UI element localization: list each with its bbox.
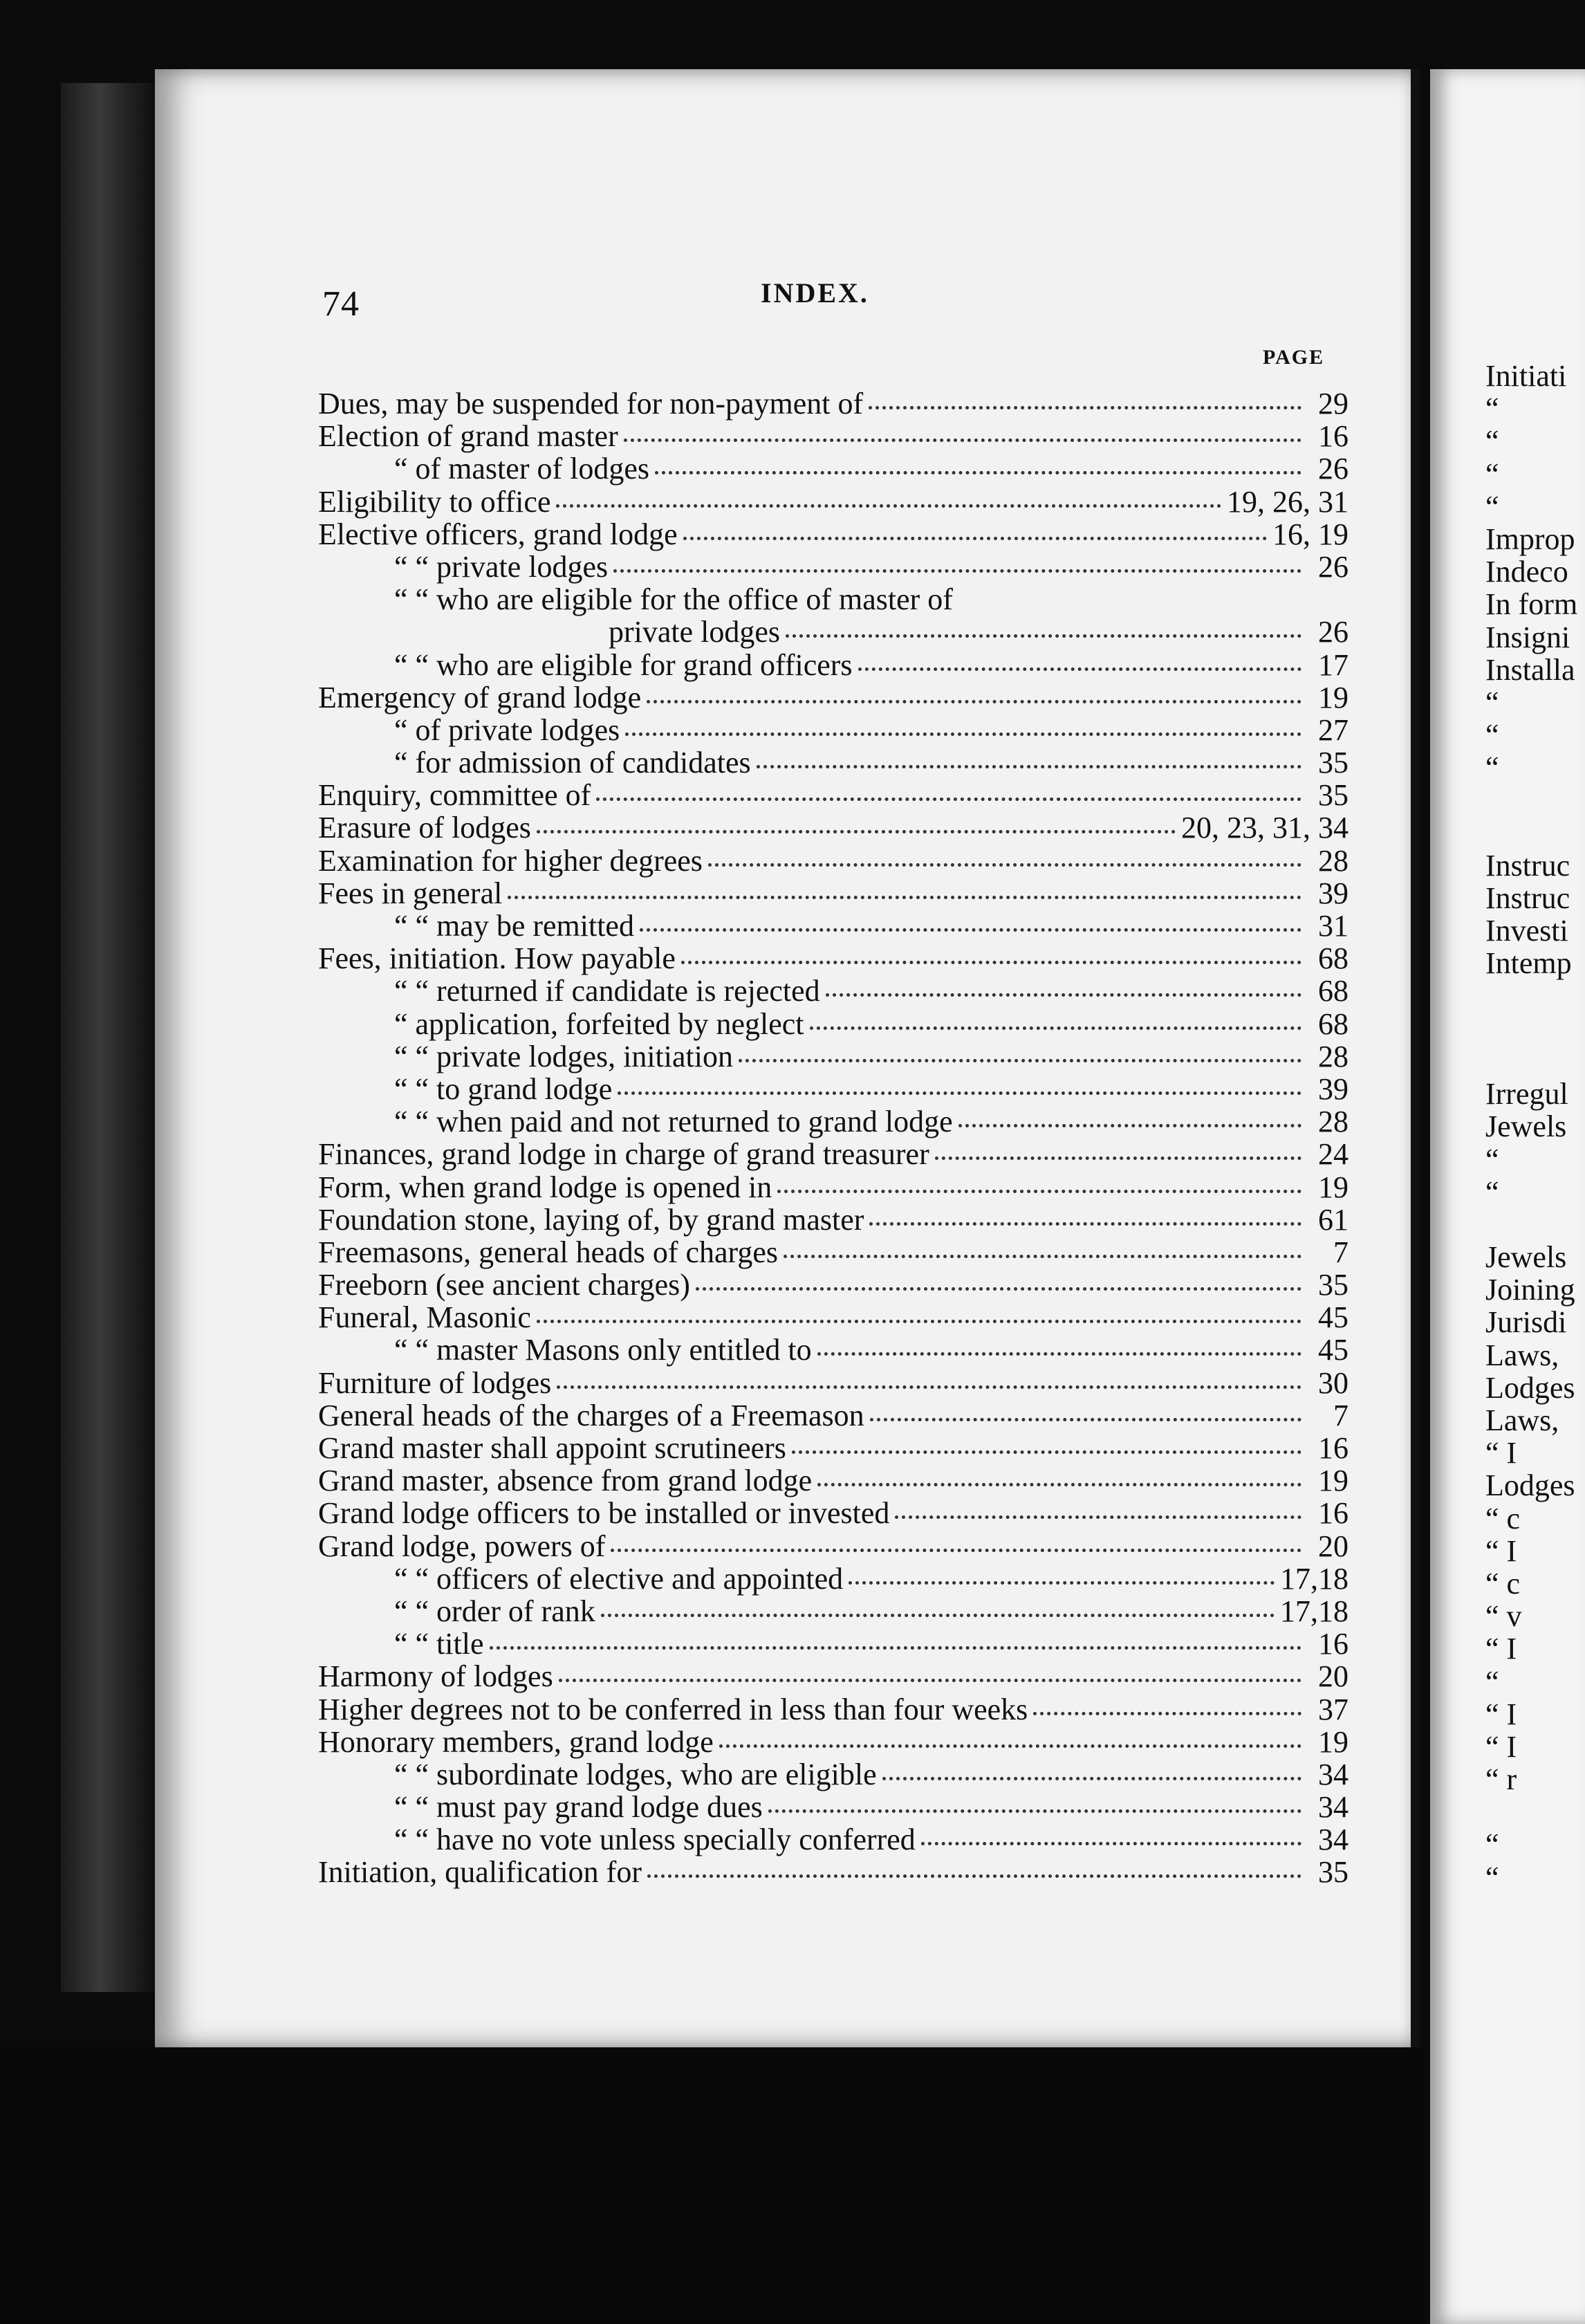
index-entry-page: 29	[1318, 387, 1348, 421]
index-entry	[318, 1171, 1348, 1204]
index-entry-page: 45	[1318, 1300, 1348, 1335]
index-entry-text: “ “ who are eligible for the office of master of	[394, 582, 953, 617]
index-entry-text: Honorary members, grand lodge	[318, 1724, 714, 1759]
dot-leader	[810, 1026, 1301, 1030]
facing-page-line	[1485, 1796, 1577, 1828]
index-entry-text: Fees in general	[318, 876, 503, 910]
facing-page-line: “	[1485, 456, 1499, 491]
facing-page-line: “	[1485, 718, 1499, 753]
index-entry-page: 28	[1318, 1039, 1348, 1073]
index-entry-text: “ “ have no vote unless specially conferred	[394, 1823, 916, 1857]
index-entry	[318, 746, 1348, 779]
index-entry-text: “ “ title	[394, 1627, 484, 1661]
index-entry-text: Grand lodge, powers of	[318, 1529, 606, 1563]
index-entry-page: 20, 23, 31, 34	[1181, 811, 1348, 845]
index-entry	[318, 1105, 1348, 1138]
index-entry-text: Finances, grand lodge in charge of grand treasurer	[318, 1137, 929, 1172]
dot-leader	[768, 1809, 1301, 1813]
dot-leader	[870, 1418, 1301, 1421]
index-entry-text: Funeral, Masonic	[318, 1300, 531, 1335]
index-entry	[318, 1627, 1348, 1660]
dot-leader	[739, 1059, 1301, 1062]
index-entry-page: 19	[1318, 680, 1348, 714]
index-entry	[318, 1497, 1348, 1529]
dot-leader	[817, 1483, 1301, 1486]
index-entry-text: Grand lodge officers to be installed or invested	[318, 1496, 890, 1531]
index-entry	[318, 1693, 1348, 1726]
dot-leader	[683, 537, 1267, 540]
index-entry-page: 26	[1318, 549, 1348, 584]
index-entry	[318, 975, 1348, 1007]
index-entry-page: 34	[1318, 1757, 1348, 1791]
index-entry-text: Furniture of lodges	[318, 1365, 552, 1400]
index-entry	[318, 551, 1348, 583]
facing-page-line: Instruc	[1485, 881, 1570, 915]
facing-page-line: “ I	[1485, 1436, 1517, 1470]
facing-page-line: Irregul	[1485, 1077, 1568, 1112]
facing-page-line: “ c	[1485, 1501, 1521, 1536]
facing-page-line: Laws,	[1485, 1338, 1559, 1372]
index-entry-text: Freemasons, general heads of charges	[318, 1235, 779, 1269]
dot-leader	[921, 1842, 1301, 1845]
dot-leader	[537, 1320, 1301, 1323]
index-entry-page: 61	[1318, 1202, 1348, 1237]
index-entry	[318, 1856, 1348, 1888]
index-entry-page: 34	[1318, 1790, 1348, 1825]
dot-leader	[777, 1190, 1301, 1193]
facing-page-line: Jurisdi	[1485, 1305, 1567, 1340]
index-entry	[318, 779, 1348, 811]
facing-page-line: “	[1485, 1664, 1499, 1699]
index-entry-text: Enquiry, committee of	[318, 778, 591, 813]
index-entry-text: “ for admission of candidates	[394, 746, 751, 780]
index-entry	[318, 1334, 1348, 1366]
page-gutter	[1411, 69, 1420, 2061]
index-entry	[318, 1236, 1348, 1269]
facing-page-line: “	[1485, 1860, 1499, 1894]
facing-page-line: “ r	[1485, 1762, 1517, 1797]
dot-leader	[624, 439, 1301, 442]
index-entry	[318, 1040, 1348, 1073]
index-entry-page: 17,18	[1280, 1561, 1348, 1596]
index-entry-page: 19	[1318, 1464, 1348, 1498]
index-entry-page: 39	[1318, 876, 1348, 910]
index-entry-text: Elective officers, grand lodge	[318, 517, 678, 551]
facing-page-line: Joining	[1485, 1273, 1575, 1307]
dot-leader	[508, 896, 1301, 899]
dot-leader	[601, 1614, 1275, 1617]
index-entry-page: 16, 19	[1272, 517, 1348, 551]
index-entry-page: 37	[1318, 1692, 1348, 1726]
index-entry-page: 30	[1318, 1365, 1348, 1400]
index-entry-text: “ “ subordinate lodges, who are eligible	[394, 1757, 877, 1791]
index-entry	[318, 649, 1348, 681]
index-entry	[318, 1204, 1348, 1236]
index-entry-text: “ “ order of rank	[394, 1594, 595, 1628]
index-entry-page: 35	[1318, 1855, 1348, 1890]
index-entry	[318, 1301, 1348, 1334]
dot-leader	[792, 1450, 1301, 1454]
index-entry-text: Emergency of grand lodge	[318, 680, 642, 714]
dot-leader	[935, 1156, 1301, 1160]
index-entry	[318, 1464, 1348, 1497]
dot-leader	[826, 993, 1301, 997]
index-entry-page: 28	[1318, 843, 1348, 878]
dot-leader	[537, 830, 1176, 833]
index-entry-page: 68	[1318, 974, 1348, 1008]
index-entry	[318, 1758, 1348, 1791]
dot-leader	[559, 1679, 1301, 1682]
index-entry-page: 68	[1318, 1006, 1348, 1041]
dot-leader	[1033, 1712, 1301, 1715]
facing-page-line: In form	[1485, 587, 1578, 622]
index-entry-text: Initiation, qualification for	[318, 1855, 642, 1890]
dot-leader	[869, 1222, 1301, 1226]
page-column-label: PAGE	[1263, 346, 1325, 369]
index-entry-page: 26	[1318, 452, 1348, 486]
index-entry-page: 16	[1318, 419, 1348, 454]
index-entries	[318, 387, 1348, 1889]
facing-page-line: “	[1485, 1827, 1499, 1862]
index-entry-text: private lodges	[609, 615, 781, 649]
dot-leader	[611, 1549, 1301, 1552]
dot-leader	[882, 1777, 1301, 1780]
index-entry-text: “ “ private lodges	[394, 549, 609, 584]
dot-leader	[858, 667, 1301, 671]
facing-page-line: “	[1485, 1142, 1499, 1177]
index-entry	[318, 1823, 1348, 1856]
page-number: 74	[322, 284, 360, 324]
index-entry-page: 16	[1318, 1431, 1348, 1465]
dot-leader	[556, 504, 1221, 508]
index-entry-page: 20	[1318, 1529, 1348, 1563]
dot-leader	[719, 1744, 1301, 1748]
index-entry-page: 35	[1318, 746, 1348, 780]
dot-leader	[958, 1124, 1301, 1127]
index-entry	[318, 583, 1348, 616]
index-entry	[318, 845, 1348, 877]
index-entry-page: 27	[1318, 712, 1348, 747]
facing-page-fragments	[1485, 360, 1577, 1894]
facing-page-line: Indeco	[1485, 555, 1568, 589]
index-entry	[318, 877, 1348, 910]
index-entry-page: 24	[1318, 1137, 1348, 1172]
dot-leader	[786, 634, 1301, 638]
facing-page-line: Insigni	[1485, 620, 1570, 654]
scan-background	[0, 2047, 1425, 2324]
index-entry	[318, 811, 1348, 844]
index-entry-page: 35	[1318, 778, 1348, 813]
index-entry	[318, 942, 1348, 975]
index-entry-page: 26	[1318, 615, 1348, 649]
index-entry-text: “ “ master Masons only entitled to	[394, 1333, 812, 1367]
index-entry-text: “ “ private lodges, initiation	[394, 1039, 733, 1073]
facing-page-line: “	[1485, 424, 1499, 459]
index-entry	[318, 420, 1348, 452]
index-entry	[318, 486, 1348, 518]
index-entry-page: 16	[1318, 1627, 1348, 1661]
index-entry	[318, 1562, 1348, 1595]
facing-page-line: “	[1485, 391, 1499, 426]
facing-page-line: “ v	[1485, 1599, 1522, 1634]
index-entry-text: Higher degrees not to be conferred in less than four weeks	[318, 1692, 1028, 1726]
facing-page-line: Intemp	[1485, 946, 1572, 981]
dot-leader	[681, 961, 1301, 964]
facing-page-line: Jewels	[1485, 1240, 1567, 1275]
index-entry-text: Fees, initiation. How payable	[318, 941, 676, 976]
index-entry	[318, 714, 1348, 746]
index-entry-text: Erasure of lodges	[318, 811, 531, 845]
dot-leader	[708, 863, 1301, 867]
index-entry-page: 17,18	[1280, 1594, 1348, 1628]
index-entry-text: General heads of the charges of a Freemason	[318, 1398, 864, 1432]
index-entry	[318, 1726, 1348, 1758]
facing-page-line: Improp	[1485, 522, 1575, 556]
index-entry-text: “ “ officers of elective and appointed	[394, 1561, 844, 1596]
index-entry-text: “ “ when paid and not returned to grand lodge	[394, 1105, 953, 1139]
facing-page-line	[1485, 817, 1577, 849]
index-entry	[318, 1432, 1348, 1464]
index-entry-page: 45	[1318, 1333, 1348, 1367]
dot-leader	[895, 1515, 1301, 1519]
index-entry-page: 19	[1318, 1170, 1348, 1204]
dot-leader	[757, 765, 1301, 768]
facing-page-line: Laws,	[1485, 1403, 1559, 1437]
dot-leader	[817, 1352, 1301, 1356]
index-entry	[318, 1269, 1348, 1301]
index-entry-text: Election of grand master	[318, 419, 618, 454]
facing-page-line: “	[1485, 750, 1499, 785]
facing-page-line: “	[1485, 489, 1499, 524]
book-spine	[61, 83, 158, 1992]
index-entry	[318, 1367, 1348, 1399]
index-entry	[318, 1660, 1348, 1693]
dot-leader	[618, 1091, 1301, 1095]
facing-page-line	[1485, 1045, 1577, 1078]
index-entry-text: “ “ to grand lodge	[394, 1071, 613, 1106]
dot-leader	[557, 1385, 1301, 1389]
facing-page-line: Installa	[1485, 652, 1575, 687]
dot-leader	[625, 732, 1301, 736]
dot-leader	[640, 928, 1301, 932]
running-head: INDEX.	[761, 277, 869, 308]
facing-page-line: “	[1485, 1174, 1499, 1209]
facing-page-line	[1485, 1013, 1577, 1045]
dot-leader	[490, 1646, 1302, 1650]
index-entry-text: “ “ who are eligible for grand officers	[394, 647, 853, 682]
index-entry-text: “ “ returned if candidate is rejected	[394, 974, 820, 1008]
facing-page-line: “ I	[1485, 1729, 1517, 1764]
index-entry	[318, 1073, 1348, 1105]
facing-page-line: Initiati	[1485, 359, 1567, 393]
index-entry	[318, 518, 1348, 551]
index-entry-page: 7	[1333, 1398, 1348, 1432]
dot-leader	[647, 700, 1301, 703]
index-entry	[318, 681, 1348, 714]
dot-leader	[596, 797, 1301, 801]
index-entry-page: 16	[1318, 1496, 1348, 1531]
index-entry-text: Harmony of lodges	[318, 1659, 553, 1694]
index-entry-page: 35	[1318, 1268, 1348, 1302]
index-entry-text: Form, when grand lodge is opened in	[318, 1170, 772, 1204]
index-entry-text: Dues, may be suspended for non-payment of	[318, 387, 864, 421]
facing-page	[1430, 69, 1585, 2324]
index-entry	[318, 1530, 1348, 1562]
index-entry-text: Grand master shall appoint scrutineers	[318, 1431, 786, 1465]
dot-leader	[696, 1287, 1301, 1291]
index-entry-page: 20	[1318, 1659, 1348, 1694]
index-entry	[318, 1008, 1348, 1040]
index-entry	[318, 1138, 1348, 1170]
dot-leader	[849, 1581, 1275, 1585]
index-entry	[318, 1791, 1348, 1823]
index-entry	[318, 452, 1348, 485]
index-entry	[318, 1595, 1348, 1627]
index-entry-text: “ “ must pay grand lodge dues	[394, 1790, 763, 1825]
facing-page-line: Lodges	[1485, 1468, 1575, 1503]
index-entry-page: 7	[1333, 1235, 1348, 1269]
facing-page-line: Jewels	[1485, 1109, 1567, 1144]
dot-leader	[655, 471, 1301, 474]
dot-leader	[613, 569, 1301, 573]
facing-page-line: Instruc	[1485, 848, 1570, 883]
facing-page-line	[1485, 784, 1577, 816]
index-entry	[318, 910, 1348, 942]
dot-leader	[647, 1874, 1301, 1878]
dot-leader	[869, 406, 1301, 409]
index-entry-page: 19, 26, 31	[1227, 484, 1348, 519]
index-entry-page: 34	[1318, 1823, 1348, 1857]
index-entry-text: Freeborn (see ancient charges)	[318, 1268, 690, 1302]
facing-page-line: Investi	[1485, 914, 1568, 948]
index-entry-text: “ of master of lodges	[394, 452, 649, 486]
index-entry	[318, 1399, 1348, 1432]
index-entry-page: 68	[1318, 941, 1348, 976]
index-entry-text: Eligibility to office	[318, 484, 551, 519]
index-entry-text: Grand master, absence from grand lodge	[318, 1464, 813, 1498]
facing-page-line: “ I	[1485, 1632, 1517, 1666]
index-entry-text: “ application, forfeited by neglect	[394, 1006, 804, 1041]
index-entry-page: 39	[1318, 1071, 1348, 1106]
index-entry-text: “ “ may be remitted	[394, 909, 634, 943]
index-entry-page: 28	[1318, 1105, 1348, 1139]
facing-page-line: “ I	[1485, 1533, 1517, 1568]
index-entry-text: Examination for higher degrees	[318, 843, 703, 878]
index-entry-page: 31	[1318, 909, 1348, 943]
facing-page-line: “ c	[1485, 1566, 1521, 1601]
index-entry	[318, 616, 1348, 648]
facing-page-line: “ I	[1485, 1697, 1517, 1731]
facing-page-line: Lodges	[1485, 1370, 1575, 1405]
facing-page-line	[1485, 1208, 1577, 1241]
index-entry-text: Foundation stone, laying of, by grand master	[318, 1202, 864, 1237]
index-entry-text: “ of private lodges	[394, 712, 620, 747]
dot-leader	[784, 1255, 1301, 1258]
facing-page-line	[1485, 980, 1577, 1013]
index-entry-page: 19	[1318, 1724, 1348, 1759]
index-entry-page: 17	[1318, 647, 1348, 682]
facing-page-line: “	[1485, 685, 1499, 719]
index-entry	[318, 387, 1348, 420]
